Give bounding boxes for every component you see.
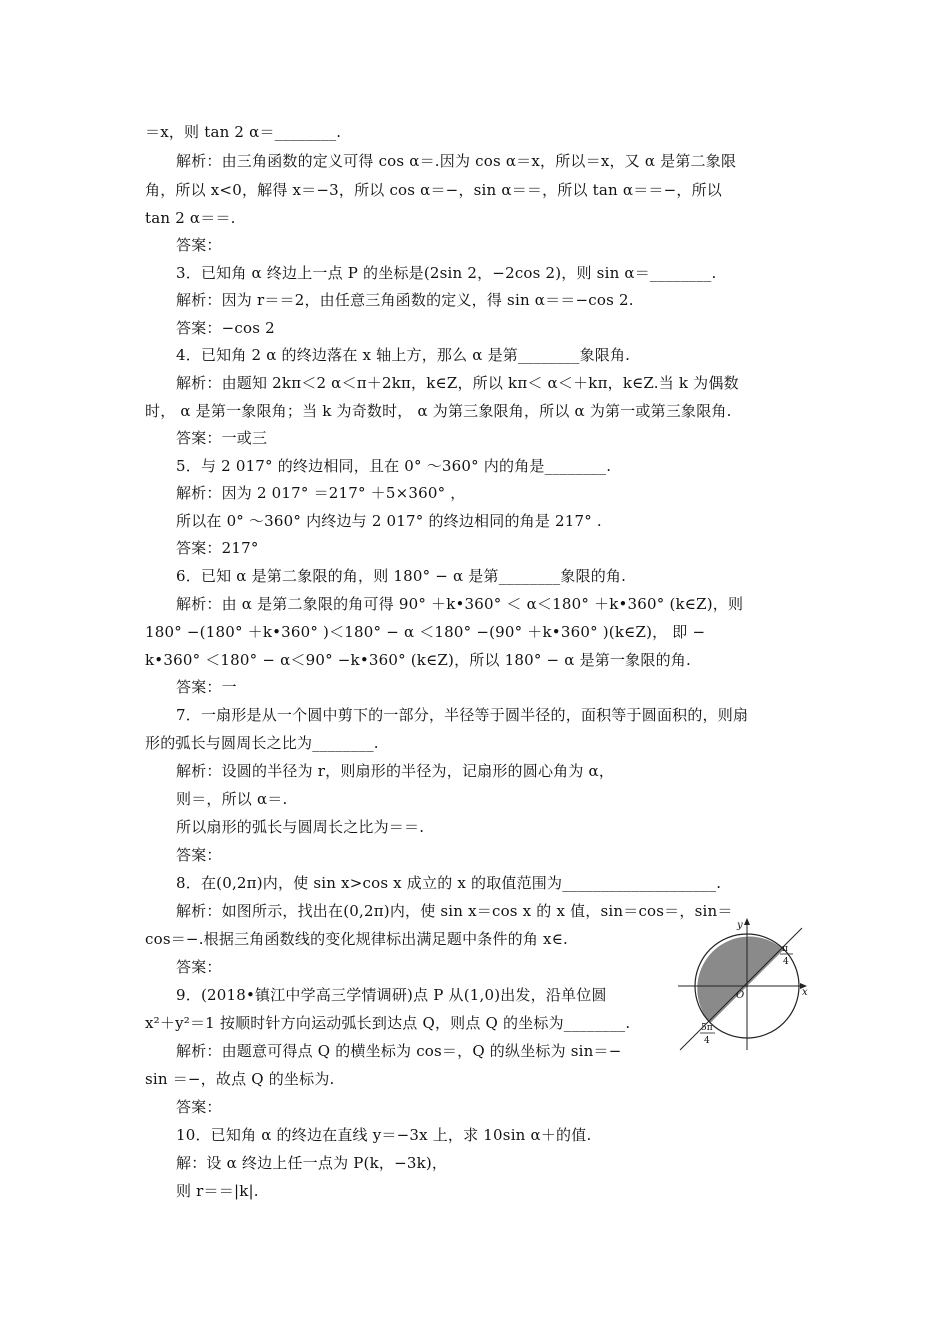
5pi-over-4-numerator: 5π	[701, 1023, 713, 1033]
text-line: 所以扇形的弧长与圆周长之比为＝＝.	[176, 818, 425, 836]
text-line: 解析：由 α 是第二象限的角可得 90° ＋k•360° ＜ α＜180° ＋k•360° (k∈Z)，则	[176, 595, 744, 613]
text-line: 答案：	[176, 958, 222, 976]
text-line: k•360° ＜180° − α＜90° −k•360° (k∈Z)，所以 180° − α 是第一象限的角.	[145, 651, 691, 669]
text-line: 答案：	[176, 236, 222, 254]
text-line: 解析：因为 2 017° ＝217° ＋5×360° ，	[176, 484, 466, 502]
text-line: 解析：因为 r＝＝2，由任意三角函数的定义，得 sin α＝＝−cos 2.	[176, 291, 634, 309]
text-line: 解析：由题知 2kπ＜2 α＜π＋2kπ，k∈Z，所以 kπ＜ α＜＋kπ，k∈Z.当 k 为偶数	[176, 374, 739, 392]
text-line: 4．已知角 2 α 的终边落在 x 轴上方，那么 α 是第________象限角.	[176, 346, 631, 364]
text-line: 解析：如图所示，找出在(0,2π)内，使 sin x＝cos x 的 x 值，sin＝cos＝，sin＝	[176, 902, 733, 920]
text-line: 6．已知 α 是第二象限的角，则 180° − α 是第________象限的角.	[176, 567, 627, 585]
text-line: 形的弧长与圆周长之比为________.	[145, 734, 379, 752]
text-line: 答案：一或三	[176, 429, 268, 447]
x-axis-label: x	[802, 987, 808, 998]
text-line: 解：设 α 终边上任一点为 P(k，−3k)，	[176, 1154, 448, 1172]
text-line: 3．已知角 α 终边上一点 P 的坐标是(2sin 2，−2cos 2)，则 sin α＝________.	[176, 264, 717, 282]
text-line: 则＝，所以 α＝.	[176, 790, 288, 808]
unit-circle-diagram	[676, 912, 814, 1052]
text-line: 7．一扇形是从一个圆中剪下的一部分，半径等于圆半径的，面积等于圆面积的，则扇	[176, 706, 749, 724]
text-line: x²＋y²＝1 按顺时针方向运动弧长到达点 Q，则点 Q 的坐标为________.	[145, 1014, 631, 1032]
pi-over-4-numerator: π	[782, 944, 788, 954]
text-line: 时， α 是第一象限角；当 k 为奇数时， α 为第三象限角，所以 α 为第一或第三象限角.	[145, 402, 732, 420]
text-line: 解析：由题意可得点 Q 的横坐标为 cos＝，Q 的纵坐标为 sin＝−	[176, 1042, 622, 1060]
text-line: 8．在(0,2π)内，使 sin x>cos x 成立的 x 的取值范围为____________________.	[176, 874, 722, 892]
text-line: tan 2 α＝＝.	[145, 209, 236, 227]
text-line: 9．(2018•镇江中学高三学情调研)点 P 从(1,0)出发，沿单位圆	[176, 986, 607, 1004]
y-axis-label: y	[737, 920, 743, 931]
text-line: 答案：	[176, 1098, 222, 1116]
text-line: 所以在 0° ～360° 内终边与 2 017° 的终边相同的角是 217° .	[176, 512, 602, 530]
text-line: ＝x，则 tan 2 α＝________.	[145, 123, 342, 141]
pi-over-4-denominator: 4	[783, 957, 789, 967]
text-line: 答案：	[176, 846, 222, 864]
text-line: 则 r＝＝|k|.	[176, 1182, 259, 1200]
unit-circle-figure	[676, 912, 814, 1052]
text-line: 答案：−cos 2	[176, 319, 275, 337]
text-line: 解析：由三角函数的定义可得 cos α＝.因为 cos α＝x，所以＝x，又 α 是第二象限	[176, 152, 737, 170]
text-line: 解析：设圆的半径为 r，则扇形的半径为，记扇形的圆心角为 α，	[176, 762, 615, 780]
text-line: 答案：一	[176, 678, 237, 696]
text-line: 答案：217°	[176, 539, 259, 557]
text-line: cos＝−.根据三角函数线的变化规律标出满足题中条件的角 x∈.	[145, 930, 568, 948]
text-line: sin ＝−，故点 Q 的坐标为.	[145, 1070, 335, 1088]
text-line: 180° −(180° ＋k•360° )＜180° − α ＜180° −(90° ＋k•360° )(k∈Z)， 即 −	[145, 623, 706, 641]
y-axis-arrow	[744, 918, 750, 925]
text-line: 10．已知角 α 的终边在直线 y＝−3x 上，求 10sin α＋的值.	[176, 1126, 592, 1144]
text-line: 5．与 2 017° 的终边相同，且在 0° ～360° 内的角是________.	[176, 457, 612, 475]
5pi-over-4-denominator: 4	[704, 1036, 710, 1046]
text-line: 角，所以 x<0，解得 x＝−3，所以 cos α＝−，sin α＝＝，所以 tan α＝＝−，所以	[145, 181, 722, 199]
origin-label: O	[736, 990, 745, 1001]
